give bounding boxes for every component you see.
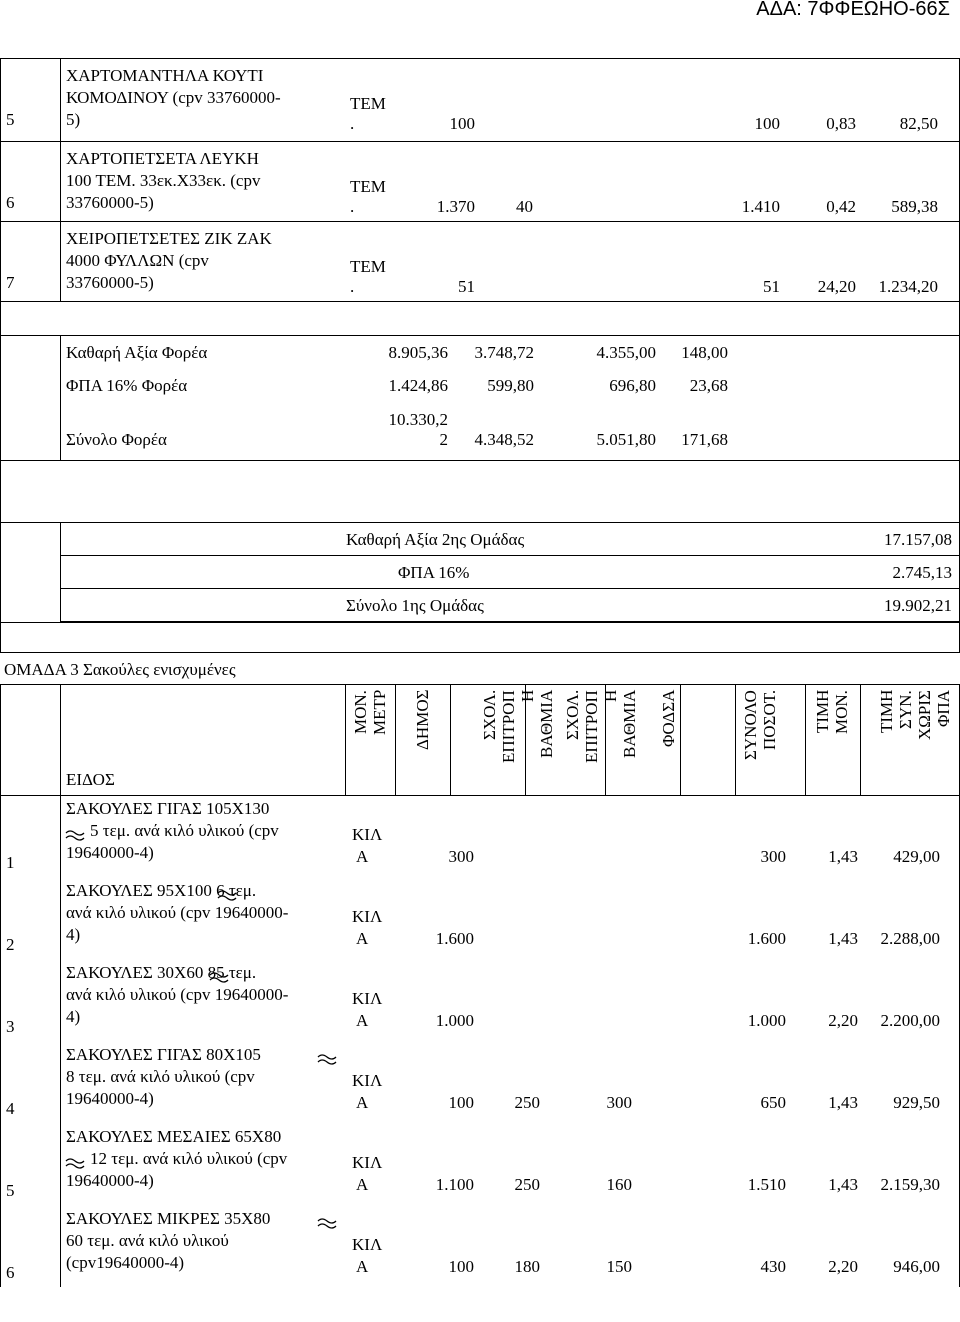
carrier-total-label: Καθαρή Αξία Φορέα	[66, 343, 208, 362]
item-number: 5	[6, 110, 15, 129]
group-total-value: 2.745,13	[892, 563, 952, 582]
item-description: ΣΑΚΟΥΛΕΣ ΓΙΓΑΣ 80Χ105	[66, 1045, 261, 1064]
quantity-b: 180	[514, 1257, 540, 1276]
carrier-total-value: 23,68	[689, 376, 728, 395]
table-rule	[0, 221, 960, 222]
unit: ΤΕΜ	[350, 94, 386, 113]
carrier-total-value: 171,68	[681, 430, 728, 449]
item-description: ΣΑΚΟΥΛΕΣ 30Χ60 85 τεμ.	[66, 963, 257, 982]
table-rule	[0, 335, 960, 336]
table-rule	[0, 58, 960, 59]
quantity-b: 250	[514, 1093, 540, 1112]
total-quantity: 100	[754, 114, 780, 133]
approx-icon	[64, 1154, 86, 1174]
column-header-epitropi-b: ΣΧΟΛ. ΕΠΙΤΡΟΠ Η ΒΑΘΜΙΑ	[480, 690, 556, 763]
total-quantity: 650	[760, 1093, 786, 1112]
table-rule	[0, 622, 960, 623]
table-rule	[0, 684, 1, 795]
unit: Α	[356, 847, 369, 866]
carrier-total-label: Σύνολο Φορέα	[66, 430, 167, 449]
column-header-item: ΕΙΔΟΣ	[66, 770, 115, 789]
column-header-unit: ΜΟΝ. ΜΕΤΡ	[351, 690, 389, 736]
line-value: 2.200,00	[880, 1011, 940, 1030]
unit: ΚΙΛ	[352, 1235, 383, 1254]
item-description: 60 τεμ. ανά κιλό υλικού	[66, 1231, 229, 1250]
item-number: 5	[6, 1181, 15, 1200]
line-value: 429,00	[893, 847, 940, 866]
item-number: 6	[6, 1263, 15, 1282]
item-description: ΧΑΡΤΟΠΕΤΣΕΤΑ ΛΕΥΚΗ	[66, 149, 259, 168]
approx-icon	[208, 968, 230, 988]
group-title: ΟΜΑΔΑ 3 Σακούλες ενισχυμένες	[4, 660, 236, 679]
unit: ΚΙΛ	[352, 1071, 383, 1090]
item-description: ΣΑΚΟΥΛΕΣ ΓΙΓΑΣ 105Χ130	[66, 799, 270, 818]
column-header-fodsa: ΦΟΔΣΑ	[658, 690, 678, 748]
column-header-dimos: ΔΗΜΟΣ	[412, 690, 432, 751]
table-rule	[0, 959, 1, 1041]
carrier-total-value: 10.330,2	[388, 410, 448, 429]
item-description: 4000 ΦΥΛΛΩΝ (cpv	[66, 251, 209, 270]
line-value: 929,50	[893, 1093, 940, 1112]
table-rule	[0, 684, 960, 685]
carrier-total-value: 4.355,00	[596, 343, 656, 362]
item-description: ανά κιλό υλικού (cpv 19640000-	[66, 985, 289, 1004]
quantity-dimos: 1.000	[435, 1011, 474, 1030]
table-rule	[60, 1041, 61, 1123]
item-number: 7	[6, 273, 15, 292]
table-rule	[395, 684, 396, 795]
unit: Α	[356, 1257, 369, 1276]
item-description: ΣΑΚΟΥΛΕΣ ΜΕΣΑΙΕΣ 65Χ80	[66, 1127, 282, 1146]
table-rule	[60, 684, 61, 795]
item-description: ΧΑΡΤΟΜΑΝΤΗΛΑ ΚΟΥΤΙ	[66, 66, 264, 85]
group-total-label: ΦΠΑ 16%	[398, 563, 470, 582]
column-header-epitropi-a: ΣΧΟΛ. ΕΠΙΤΡΟΠ Η ΒΑΘΜΙΑ	[563, 690, 639, 763]
item-description: ανά κιλό υλικού (cpv 19640000-	[66, 903, 289, 922]
item-description: 33760000-5)	[66, 193, 154, 212]
table-rule	[0, 795, 960, 796]
table-rule	[60, 335, 61, 460]
line-value: 1.234,20	[878, 277, 938, 296]
unit: ΤΕΜ	[350, 177, 386, 196]
table-rule	[60, 555, 960, 556]
carrier-total-value: 4.348,52	[474, 430, 534, 449]
table-rule	[60, 58, 61, 301]
line-value: 2.288,00	[880, 929, 940, 948]
group-total-value: 19.902,21	[884, 596, 952, 615]
item-description: 19640000-4)	[66, 1171, 154, 1190]
item-number: 2	[6, 935, 15, 954]
table-rule	[0, 522, 1, 622]
unit: Α	[356, 1175, 369, 1194]
unit-price: 2,20	[828, 1257, 858, 1276]
table-rule	[0, 460, 960, 461]
ada-header: ΑΔΑ: 7ΦΦΕΩΗΟ-66Σ	[756, 0, 950, 20]
quantity-a: 160	[606, 1175, 632, 1194]
quantity-dimos: 1.100	[435, 1175, 474, 1194]
unit-price: 1,43	[828, 1175, 858, 1194]
group-total-label: Σύνολο 1ης Ομάδας	[346, 596, 484, 615]
quantity-dimos: 1.600	[435, 929, 474, 948]
total-quantity: 1.510	[747, 1175, 786, 1194]
quantity-b: 40	[516, 197, 533, 216]
unit: .	[350, 114, 355, 133]
line-value: 2.159,30	[880, 1175, 940, 1194]
unit: ΚΙΛ	[352, 907, 383, 926]
total-quantity: 430	[760, 1257, 786, 1276]
total-quantity: 51	[763, 277, 780, 296]
table-rule	[0, 1205, 1, 1287]
table-rule	[60, 1205, 61, 1287]
carrier-total-value: 8.905,36	[388, 343, 448, 362]
table-rule	[0, 460, 1, 522]
quantity-a: 150	[606, 1257, 632, 1276]
item-description: 12 τεμ. ανά κιλό υλικού (cpv	[90, 1149, 288, 1168]
item-description: ΣΑΚΟΥΛΕΣ ΜΙΚΡΕΣ 35Χ80	[66, 1209, 271, 1228]
table-rule	[0, 795, 1, 877]
item-description: 5)	[66, 110, 81, 129]
unit-price: 2,20	[828, 1011, 858, 1030]
item-description: (cpv19640000-4)	[66, 1253, 185, 1272]
table-rule	[0, 141, 960, 142]
quantity-dimos: 100	[448, 1257, 474, 1276]
item-description: ΚΟΜΟΔΙΝΟΥ (cpv 33760000-	[66, 88, 281, 107]
table-rule	[0, 1123, 1, 1205]
quantity-dimos: 100	[449, 114, 475, 133]
group-total-value: 17.157,08	[884, 530, 952, 549]
item-description: 33760000-5)	[66, 273, 154, 292]
table-rule	[0, 622, 1, 652]
table-rule	[805, 684, 806, 795]
table-rule	[60, 877, 61, 959]
table-rule	[0, 301, 960, 302]
unit: ΚΙΛ	[352, 825, 383, 844]
item-description: ΧΕΙΡΟΠΕΤΣΕΤΕΣ ΖΙΚ ΖΑΚ	[66, 229, 272, 248]
carrier-total-value: 1.424,86	[388, 376, 448, 395]
item-description: 4)	[66, 1007, 81, 1026]
item-description: 5 τεμ. ανά κιλό υλικού (cpv	[90, 821, 279, 840]
table-rule	[0, 877, 1, 959]
carrier-total-value: 599,80	[487, 376, 534, 395]
unit: .	[350, 197, 355, 216]
carrier-total-value: 148,00	[681, 343, 728, 362]
unit: .	[350, 277, 355, 296]
table-rule	[735, 684, 736, 795]
item-number: 6	[6, 193, 15, 212]
approx-icon	[216, 886, 238, 906]
line-value: 946,00	[893, 1257, 940, 1276]
table-rule	[60, 795, 61, 877]
item-description: 4)	[66, 925, 81, 944]
table-rule	[0, 58, 1, 301]
line-value: 589,38	[891, 197, 938, 216]
quantity-dimos: 1.370	[436, 197, 475, 216]
total-quantity: 1.410	[741, 197, 780, 216]
unit-price: 1,43	[828, 1093, 858, 1112]
approx-icon	[316, 1050, 338, 1070]
unit: Α	[356, 1093, 369, 1112]
item-description: ΣΑΚΟΥΛΕΣ 95Χ100 6 τεμ.	[66, 881, 257, 900]
carrier-total-value: 3.748,72	[474, 343, 534, 362]
column-header-total-quantity: ΣΥΝΟΛΟ ΠΟΣΟΤ.	[741, 690, 779, 760]
item-description: 19640000-4)	[66, 843, 154, 862]
unit-price: 24,20	[817, 277, 856, 296]
column-header-price-no-vat: ΤΙΜΗ ΣΥΝ. ΧΩΡΙΣ ΦΠΑ	[877, 690, 953, 740]
quantity-b: 250	[514, 1175, 540, 1194]
unit: Α	[356, 1011, 369, 1030]
carrier-total-value: 5.051,80	[596, 430, 656, 449]
unit-price: 0,42	[826, 197, 856, 216]
table-rule	[0, 1041, 1, 1123]
table-rule	[60, 522, 61, 622]
total-quantity: 1.600	[747, 929, 786, 948]
table-rule	[0, 335, 1, 460]
quantity-dimos: 51	[458, 277, 475, 296]
table-rule	[60, 1123, 61, 1205]
carrier-total-value: 696,80	[609, 376, 656, 395]
group-total-label: Καθαρή Αξία 2ης Ομάδας	[346, 530, 525, 549]
item-description: 100 ΤΕΜ. 33εκ.Χ33εκ. (cpv	[66, 171, 261, 190]
unit: Α	[356, 929, 369, 948]
total-quantity: 300	[760, 847, 786, 866]
table-rule	[0, 652, 960, 653]
item-description: 19640000-4)	[66, 1089, 154, 1108]
table-rule	[680, 684, 681, 795]
carrier-total-value: 2	[439, 430, 448, 449]
column-header-unit-price: ΤΙΜΗ ΜΟΝ.	[813, 690, 851, 734]
table-rule	[450, 684, 451, 795]
carrier-total-label: ΦΠΑ 16% Φορέα	[66, 376, 188, 395]
unit: ΚΙΛ	[352, 989, 383, 1008]
unit-price: 1,43	[828, 847, 858, 866]
quantity-dimos: 100	[448, 1093, 474, 1112]
table-rule	[860, 684, 861, 795]
quantity-dimos: 300	[448, 847, 474, 866]
item-number: 4	[6, 1099, 15, 1118]
unit: ΤΕΜ	[350, 257, 386, 276]
unit: ΚΙΛ	[352, 1153, 383, 1172]
total-quantity: 1.000	[747, 1011, 786, 1030]
table-rule	[60, 959, 61, 1041]
item-number: 1	[6, 853, 15, 872]
unit-price: 0,83	[826, 114, 856, 133]
item-description: 8 τεμ. ανά κιλό υλικού (cpv	[66, 1067, 255, 1086]
quantity-a: 300	[606, 1093, 632, 1112]
table-rule	[0, 522, 960, 523]
line-value: 82,50	[899, 114, 938, 133]
unit-price: 1,43	[828, 929, 858, 948]
approx-icon	[64, 826, 86, 846]
approx-icon	[316, 1214, 338, 1234]
item-number: 3	[6, 1017, 15, 1036]
table-rule	[0, 301, 1, 335]
table-rule	[60, 588, 960, 589]
table-rule	[345, 684, 346, 795]
